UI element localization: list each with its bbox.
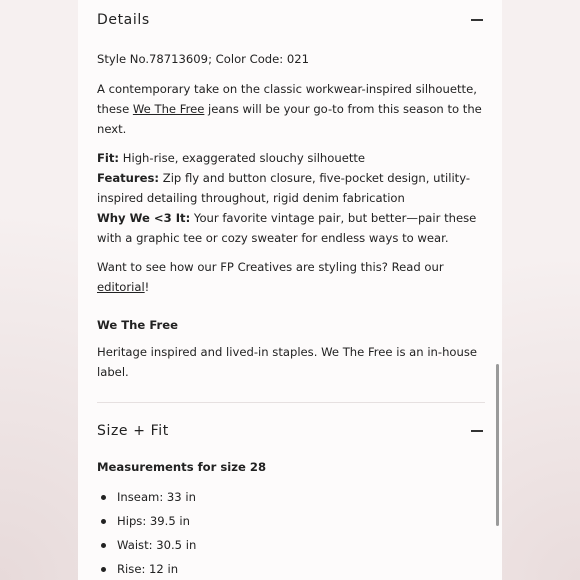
features-text: Zip fly and button closure, five-pocket design, utility-inspired detailing throughout, rigid denim fabrication bbox=[97, 171, 471, 205]
section-divider bbox=[97, 402, 485, 403]
description-paragraph bbox=[97, 79, 485, 139]
why-we-love-it-text: Your favorite vintage pair, but better—pair these with a graphic tee or cozy sweater for endless ways to wear. bbox=[97, 211, 477, 245]
editorial-exclamation: ! bbox=[144, 280, 150, 294]
features-block bbox=[97, 148, 485, 248]
details-section-header[interactable] bbox=[97, 8, 485, 32]
list-item: Waist: 30.5 in bbox=[97, 533, 485, 557]
fit-text: High-rise, exaggerated slouchy silhouette bbox=[119, 151, 366, 165]
brand-description: Heritage inspired and lived-in staples. We The Free is an in-house label. bbox=[97, 345, 478, 379]
minus-icon[interactable] bbox=[471, 19, 483, 20]
list-item: Inseam: 33 in bbox=[97, 485, 485, 509]
measurements-heading: Measurements for size 28 bbox=[97, 460, 267, 474]
list-item: Rise: 12 in bbox=[97, 557, 485, 580]
brand-heading: We The Free bbox=[97, 318, 178, 332]
details-title: Details bbox=[97, 12, 150, 28]
size-fit-section-header[interactable] bbox=[97, 419, 485, 443]
description-text-end: jeans will be your go-to from this season to the next. bbox=[97, 102, 482, 136]
list-item: Hips: 39.5 in bbox=[97, 509, 485, 533]
we-the-free-link[interactable]: We The Free bbox=[132, 102, 205, 116]
editorial-text: Want to see how our FP Creatives are styling this? Read our bbox=[97, 260, 444, 274]
why-we-love-it-label: Why We <3 It: bbox=[97, 211, 191, 225]
features-label: Features: bbox=[97, 171, 160, 185]
size-fit-title: Size + Fit bbox=[97, 423, 169, 439]
product-info-panel bbox=[78, 0, 502, 580]
measurements-list bbox=[97, 485, 485, 580]
fit-label: Fit: bbox=[97, 151, 120, 165]
style-code-line: Style No.78713609; Color Code: 021 bbox=[97, 52, 310, 66]
description-text-start: A contemporary take on the classic workwear-inspired silhouette, these bbox=[97, 82, 477, 116]
editorial-link[interactable]: editorial bbox=[97, 280, 145, 294]
minus-icon[interactable] bbox=[471, 430, 483, 431]
scrollbar-thumb[interactable] bbox=[496, 364, 499, 526]
editorial-paragraph bbox=[97, 257, 485, 297]
